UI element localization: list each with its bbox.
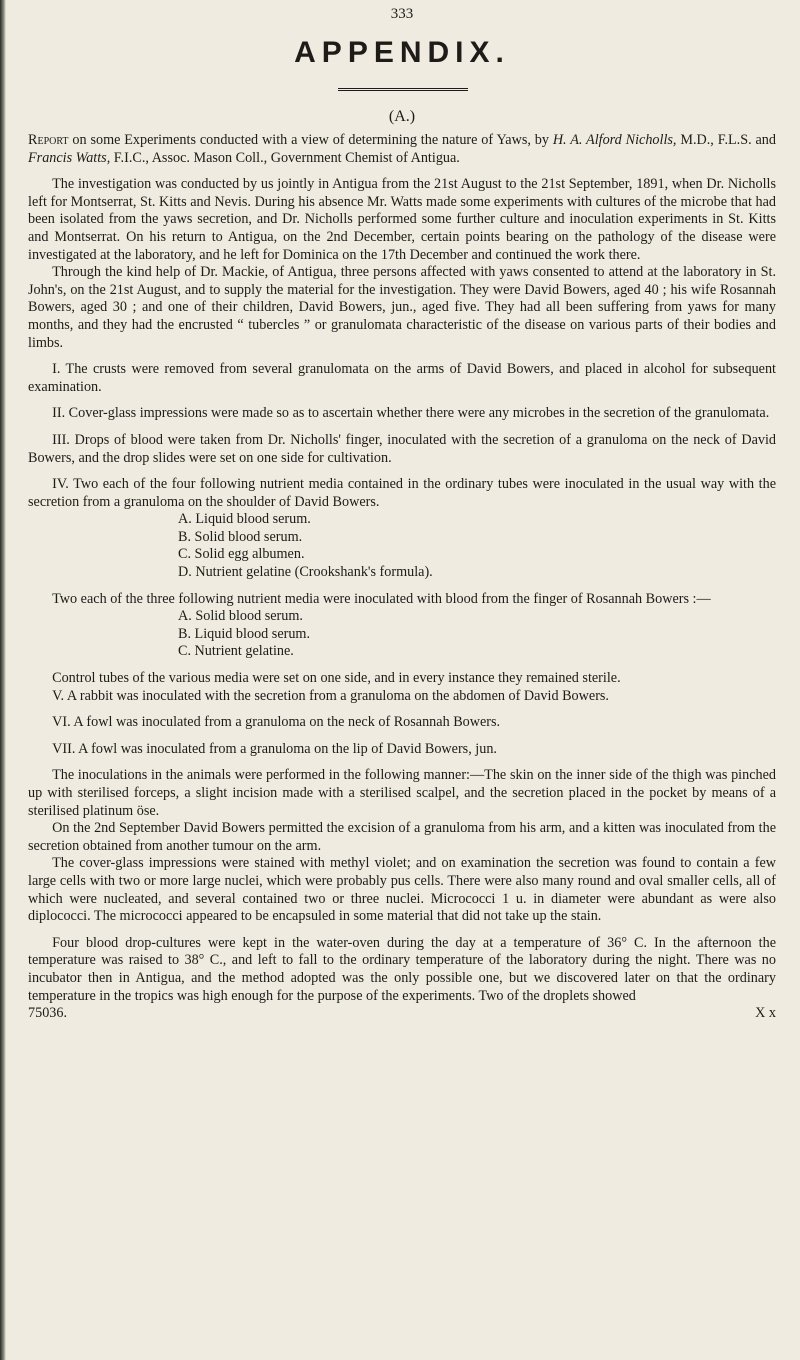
report-text-3: F.I.C., Assoc. Mason Coll., Government Chemist of Antigua. [110,149,460,166]
page-number: 333 [390,6,414,22]
body-text [28,132,776,1023]
item-vii: VII. A fowl was inoculated from a granuloma on the lip of David Bowers, jun. [52,740,497,757]
page-title: APPENDIX. [294,36,510,69]
list-item: A. Liquid blood serum. [178,511,311,528]
media-list-2 [28,608,776,661]
intro-paragraph: Through the kind help of Dr. Mackie, of Antigua, three persons affected with yaws consented to attend at the laboratory in St. John's, on the 21st August, and to supply the material for the investigation. They were David Bowers, aged 40 ; his wife Rosannah Bowers, aged 30 ; and one of their children, David Bowers, jun., aged five. They had all been suffering from yaws for many months, and they had the encrusted “ tubercles ” or granulomata characteristic of the disease on various parts of their bodies and limbs. [28,264,776,351]
list-item: B. Liquid blood serum. [178,625,311,642]
closing-paragraph: On the 2nd September David Bowers permitted the excision of a granuloma from his arm, and a kitten was inoculated from the secretion obtained from another tumour on the arm. [28,820,776,854]
footer-signature-number: 75036. [28,1005,68,1022]
item-iii: III. Drops of blood were taken from Dr. Nicholls' finger, inoculated with the secretion of a granuloma on the neck of David Bowers, and the drop slides were set on one side for cultivation. [28,431,776,466]
author-2: Francis Watts, [28,149,111,166]
list-item: C. Nutrient gelatine. [178,643,294,660]
list-item: D. Nutrient gelatine (Crookshank's formula). [178,564,433,581]
report-text-1: on some Experiments conducted with a view of determining the nature of Yaws, by [68,132,553,148]
intro-paragraph: The investigation was conducted by us jointly in Antigua from the 21st August to the 21st September, 1891, when Dr. Nicholls left for Montserrat, St. Kitts and Nevis. During his absence Mr. Watts made some experiments with cultures of the microbe that had been isolated from the yaws secretion, and Dr. Nicholls performed some further culture and inoculation experiments in St. Kitts and Montserrat. On his return to Antigua, on the 2nd December, certain points bearing on the pathology of the disease were investigated at the laboratory, and he left for Dominica on the 17th December and continued the work there. [28,176,776,263]
closing-paragraph: Four blood drop-cultures were kept in the water-oven during the day at a temperature of 36° C. In the afternoon the temperature was raised to 38° C., and left to fall to the ordinary temperature of the laboratory during the night. There was no incubator then in Antigua, and the method adopted was the only possible one, but we discovered later on that the ordinary temperature in the tropics was high enough for the purpose of the experiments. Two of the droplets showed [28,934,776,1004]
report-text-2: M.D., F.L.S. and [676,132,776,148]
closing-paragraph: The inoculations in the animals were performed in the following manner:—The skin on the inner side of the thigh was pinched up with sterilised forceps, a slight incision made with a sterilised scalpel, and the secretion placed in the pocket by means of a sterilised platinum öse. [28,767,776,819]
section-label: (A.) [388,108,416,125]
item-v: V. A rabbit was inoculated with the secretion from a granuloma on the abdomen of David Bowers. [52,687,609,704]
author-1: H. A. Alford Nicholls, [552,132,677,148]
report-heading [28,132,776,167]
list-item: A. Solid blood serum. [178,608,303,625]
media-list-1 [28,511,776,581]
item-vi: VI. A fowl was inoculated from a granuloma on the neck of Rosannah Bowers. [52,714,501,731]
item-iv: IV. Two each of the four following nutrient media contained in the ordinary tubes were inoculated in the usual way with the secretion from a granuloma on the shoulder of David Bowers. [28,476,776,510]
media-intro-2: Two each of the three following nutrient media were inoculated with blood from the finger of Rosannah Bowers :— [52,590,711,607]
item-ii: II. Cover-glass impressions were made so as to ascertain whether there were any microbes in the secretion of the granulomata. [52,405,770,422]
list-item: C. Solid egg albumen. [178,546,305,563]
item-i: I. The crusts were removed from several granulomata on the arms of David Bowers, and placed in alcohol for subsequent examination. [28,361,776,395]
closing-paragraph: The cover-glass impressions were stained with methyl violet; and on examination the secretion was found to contain a few large cells with two or more large nuclei, which were probably pus cells. There were also many round and oval smaller cells, all of which were nucleated, and several contained two or three nuclei. Micrococci 1 u. in diameter were abundant as were also diplococci. The micrococci appeared to be encapsuled in some material that did not take up the stain. [28,855,776,925]
title-rule [338,88,468,91]
page-edge [0,0,6,1360]
list-item: B. Solid blood serum. [178,528,303,545]
control-paragraph: Control tubes of the various media were set on one side, and in every instance they remained sterile. [52,670,621,687]
page-footer [28,1005,776,1023]
report-lead: Report [28,132,69,148]
footer-signature-mark: X x [755,1005,776,1022]
